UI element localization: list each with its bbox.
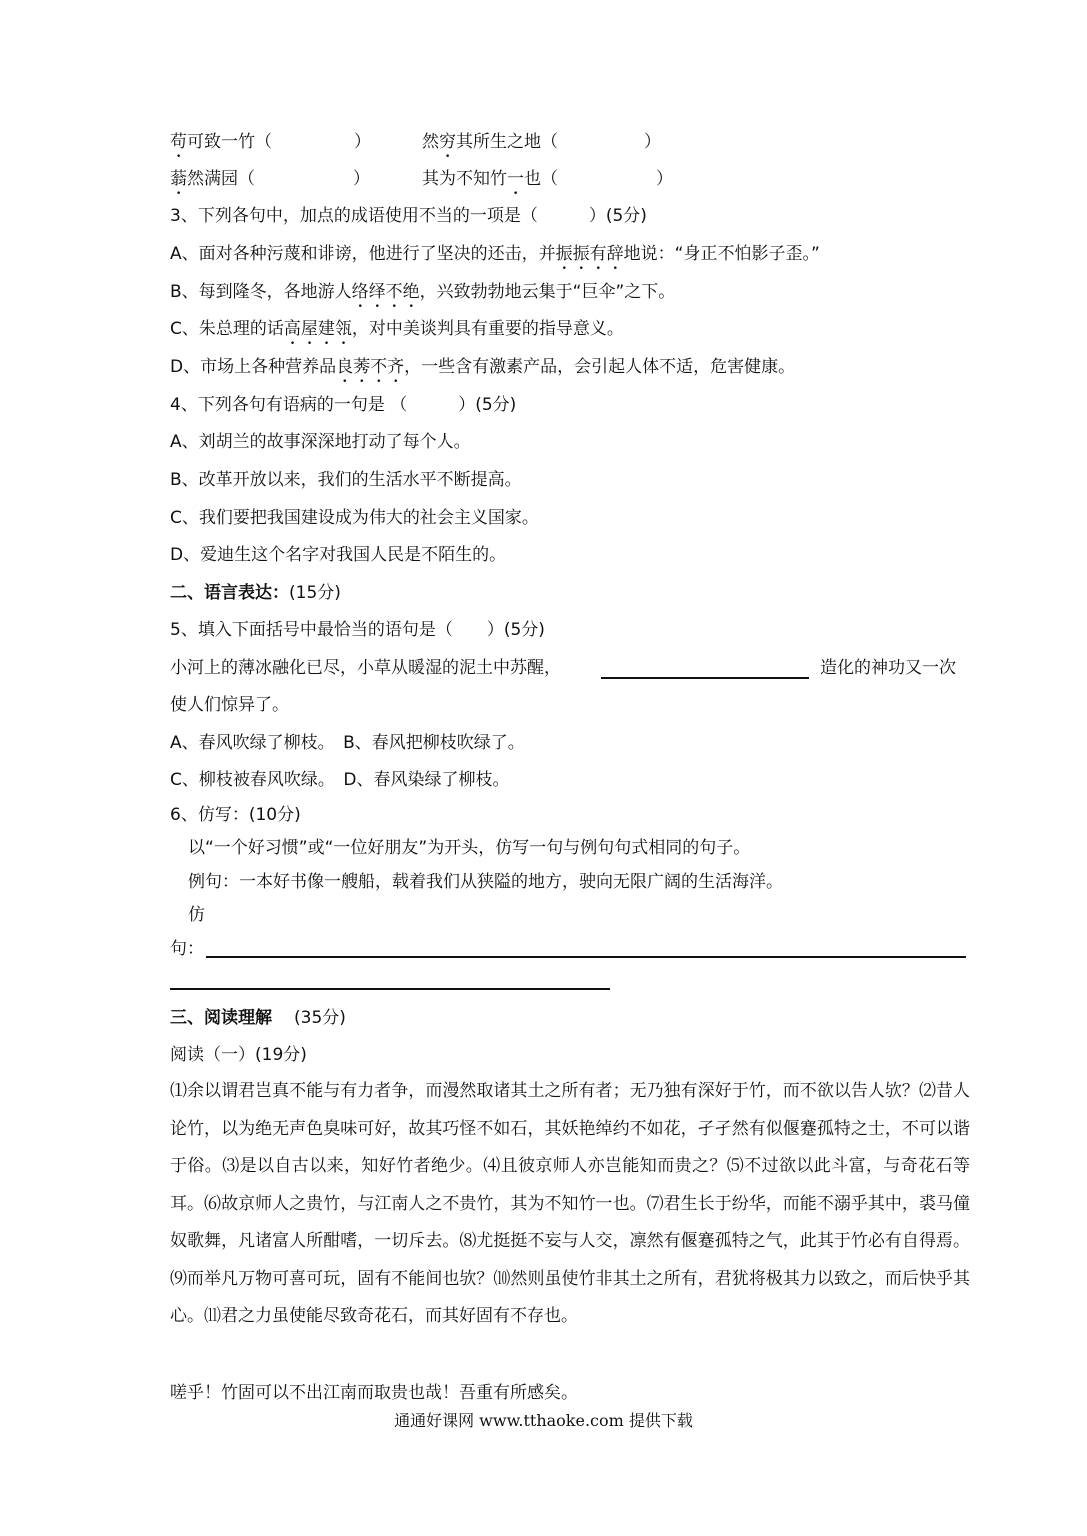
- section-3-score: (35分): [294, 1008, 346, 1028]
- q6-label-2: 句：: [170, 939, 204, 959]
- q2-word-2: 穷: [439, 132, 456, 152]
- reading-passage: ⑴余以谓君岂真不能与有力者争，而漫然取诸其土之所有者；无乃独有深好于竹，而不欲以告人欤？⑵昔人论竹，以为绝无声色臭味可好，故其巧怪不如石，其妖艳绰约不如花，孑孑然有似偃蹇孤特之士，不可以谐于俗。⑶是以自古以来，知好竹者绝少。⑷且彼京师人亦岂能知而贵之？⑸不过欲以此斗富，与奇花石等耳。⑹故京师人之贵竹，与江南人之不贵竹，其为不知竹一也。⑺君生长于纷华，而能不溺乎其中，裘马僮奴歌舞，凡诸富人所酣嗜，一切斥去。⑻尤挺挺不妄与人交，凛然有偃蹇孤特之气，此其于竹必有自得焉。⑼而举凡万物可喜可玩，固有不能间也欤？⑽然则虽使竹非其土之所有，君犹将极其力以致之，而后快乎其心。⑾君之力虽使能尽致奇花石，而其好固有不存也。: [170, 1081, 970, 1326]
- dotted-idiom: 高屋建瓴: [283, 319, 352, 339]
- q2-word-4: 一: [507, 169, 524, 189]
- dotted-idiom: 良莠不齐: [336, 357, 405, 377]
- q5-line-2: 使人们惊异了。: [170, 695, 289, 715]
- q2-row-1: 苟可致一竹（ ）: [170, 132, 371, 152]
- q4-option-a[interactable]: A、刘胡兰的故事深深地打动了每个人。: [170, 432, 471, 452]
- q2-row-2: 蓊然满园（ ）: [170, 169, 370, 189]
- q4-option-d[interactable]: D、爱迪生这个名字对我国人民是不陌生的。: [170, 545, 507, 565]
- q6-example: 例句：一本好书像一艘船，载着我们从狭隘的地方，驶向无限广阔的生活海洋。: [188, 872, 783, 892]
- dotted-idiom: 振振有辞: [555, 244, 624, 264]
- section-2-heading: [170, 581, 341, 605]
- page-footer: 通通好课网 www.tthaoke.com 提供下载: [394, 1411, 693, 1430]
- q4-stem: 4、下列各句有语病的一句是 （ ）(5分): [170, 395, 517, 415]
- q3-option-b[interactable]: B、每到隆冬，各地游人络绎不绝，兴致勃勃地云集于“巨伞”之下。: [170, 282, 676, 302]
- q2-word-1: 苟: [170, 132, 187, 152]
- q5-answer-blank[interactable]: [601, 677, 809, 679]
- q6-answer-line-2[interactable]: [170, 988, 610, 990]
- section-2-title: 二、语言表达：: [170, 583, 289, 603]
- reading-head: 阅读（一）(19分): [170, 1045, 307, 1065]
- dotted-idiom: 络绎不绝: [351, 282, 420, 302]
- q4-option-c[interactable]: C、我们要把我国建设成为伟大的社会主义国家。: [170, 508, 539, 528]
- q3-option-a[interactable]: A、面对各种污蔑和诽谤，他进行了坚决的还击，并振振有辞地说：“身正不怕影子歪。”: [170, 244, 820, 264]
- q6-instruction: 以“一个好习惯”或“一位好朋友”为开头，仿写一句与例句句式相同的句子。: [188, 838, 751, 858]
- q2-row-2-right: 其为不知竹一也（ ）: [422, 169, 673, 189]
- q3-stem: 3、下列各句中，加点的成语使用不当的一项是（ ）(5分): [170, 206, 647, 226]
- section-2-score: (15分): [289, 583, 341, 603]
- q5-line-1-tail: 造化的神功又一次: [820, 658, 956, 678]
- q6-answer-line-1[interactable]: [206, 956, 966, 958]
- q5-options-ab[interactable]: A、春风吹绿了柳枝。 B、春风把柳枝吹绿了。: [170, 733, 525, 753]
- section-3-heading: [170, 1006, 346, 1030]
- q3-option-d[interactable]: D、市场上各种营养品良莠不齐，一些含有激素产品，会引起人体不适，危害健康。: [170, 357, 796, 377]
- q2-word-3: 蓊: [170, 169, 187, 189]
- q3-option-c[interactable]: C、朱总理的话高屋建瓴，对中美谈判具有重要的指导意义。: [170, 319, 624, 339]
- q5-line-1: 小河上的薄冰融化已尽，小草从暖湿的泥土中苏醒，: [170, 658, 561, 678]
- q6-label-1: 仿: [188, 905, 205, 925]
- reading-closing: 嗟乎！竹固可以不出江南而取贵也哉！吾重有所感矣。: [170, 1383, 578, 1403]
- q2-row-1-right: 然穷其所生之地（ ）: [422, 132, 661, 152]
- q5-stem: 5、填入下面括号中最恰当的语句是（ ）(5分): [170, 620, 545, 640]
- q6-stem: 6、仿写：(10分): [170, 805, 301, 825]
- q4-option-b[interactable]: B、改革开放以来，我们的生活水平不断提高。: [170, 470, 522, 490]
- section-3-title: 三、阅读理解: [170, 1008, 272, 1028]
- q5-options-cd[interactable]: C、柳枝被春风吹绿。 D、春风染绿了柳枝。: [170, 770, 510, 790]
